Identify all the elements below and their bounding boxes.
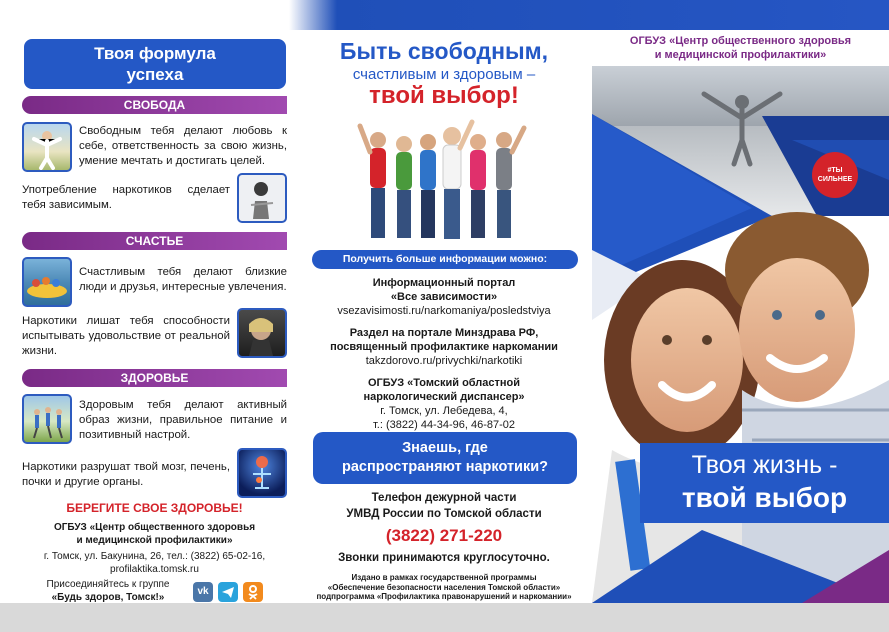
sad-person-photo (237, 308, 287, 358)
happiness-positive-text: Счастливым тебя делают близкие люди и друзья, интересные увлечения. (79, 266, 287, 293)
addiction-photo (237, 173, 287, 223)
left-org-contacts: г. Томск, ул. Бакунина, 26, тел.: (3822) 65-02-16, profilaktika.tomsk.ru (22, 550, 287, 576)
police-label: Телефон дежурной части УМВД России по Томской области (346, 492, 542, 520)
vk-icon[interactable]: vk (193, 582, 213, 602)
health-negative-text: Наркотики разрушат твой мозг, печень, почки и другие органы. (22, 461, 230, 488)
freedom-negative-text: Употребление наркотиков сделает тебя зависимым. (22, 184, 230, 211)
calls-note: Звонки принимаются круглосуточно. (338, 552, 550, 564)
middle-panel (296, 30, 592, 603)
you-stronger-badge: #ТЫ СИЛЬНЕЕ (812, 152, 858, 198)
portal-link[interactable]: vsezavisimosti.ru/narkomaniya/posledstviya (337, 305, 551, 317)
headline-line2: счастливым и здоровым – (352, 66, 536, 83)
program-footer: Издано в рамках государственной программы «Обеспечение безопасности населения Томской области» подпрограмма «Профилактика правонарушений и наркомании» (316, 573, 572, 601)
headline-line3: твой выбор! (369, 82, 519, 109)
cover-title-line2: твой выбор (681, 482, 848, 513)
join-group-text: Присоединяйтесь к группе «Будь здоров, Томск!» (46, 579, 170, 603)
right-panel (592, 30, 889, 603)
freedom-positive-text: Свободным тебя делают любовь к себе, ответственность за свою жизнь, умение мечтать и достигать целей. (79, 125, 287, 167)
section-title-freedom: СВОБОДА (22, 96, 287, 114)
health-positive-text: Здоровым тебя делают активный образ жизни, правильное питание и позитивный настрой. (79, 399, 287, 441)
ok-icon[interactable] (243, 582, 263, 602)
bottom-gray-band (0, 603, 889, 632)
portal-info: Информационный портал «Все зависимости» vsezavisimosti.ru/narkomaniya/posledstviya (296, 276, 592, 318)
health-slogan: БЕРЕГИТЕ СВОЕ ЗДОРОВЬЕ! (66, 501, 243, 515)
cover-title-line1: Твоя жизнь - (691, 451, 838, 479)
section-title-health: ЗДОРОВЬЕ (22, 369, 287, 387)
health-photo (22, 394, 72, 444)
dispensary-info: ОГБУЗ «Томский областной наркологический диспансер» г. Томск, ул. Лебедева, 4, т.: (3822) 44-34-96, 46-87-02 (363, 377, 525, 431)
top-blue-stripe (289, 0, 889, 30)
happiness-negative-text: Наркотики лишат тебя способности испытывать удовольствие от реальной жизни. (22, 315, 230, 357)
minzdrav-info: Раздел на портале Минздрава РФ, посвященный профилактике наркомании takzdorovo.ru/privychki/narkotiki (296, 326, 592, 368)
minzdrav-link[interactable]: takzdorovo.ru/privychki/narkotiki (365, 355, 523, 367)
headline-line1: Быть свободным, (339, 38, 549, 64)
telegram-icon[interactable] (218, 582, 238, 602)
site-link[interactable]: profilaktika.tomsk.ru (110, 564, 199, 575)
section-title-happiness: СЧАСТЬЕ (22, 232, 287, 250)
cover-title-box (640, 443, 889, 523)
left-panel (0, 30, 296, 603)
right-org-name: ОГБУЗ «Центр общественного здоровья и медицинской профилактики» (629, 35, 852, 61)
formula-title: Твоя формула успеха (24, 39, 286, 89)
happiness-photo (22, 257, 72, 307)
freedom-photo (22, 122, 72, 172)
damaged-organs-photo (237, 448, 287, 498)
young-people-photo (356, 112, 536, 244)
question-box: Знаешь, где распространяют наркотики? (313, 432, 577, 484)
police-phone[interactable]: (3822) 271-220 (385, 526, 503, 545)
more-info-bar: Получить больше информации можно: (312, 250, 578, 269)
left-org-name: ОГБУЗ «Центр общественного здоровья и медицинской профилактики» (53, 522, 256, 546)
